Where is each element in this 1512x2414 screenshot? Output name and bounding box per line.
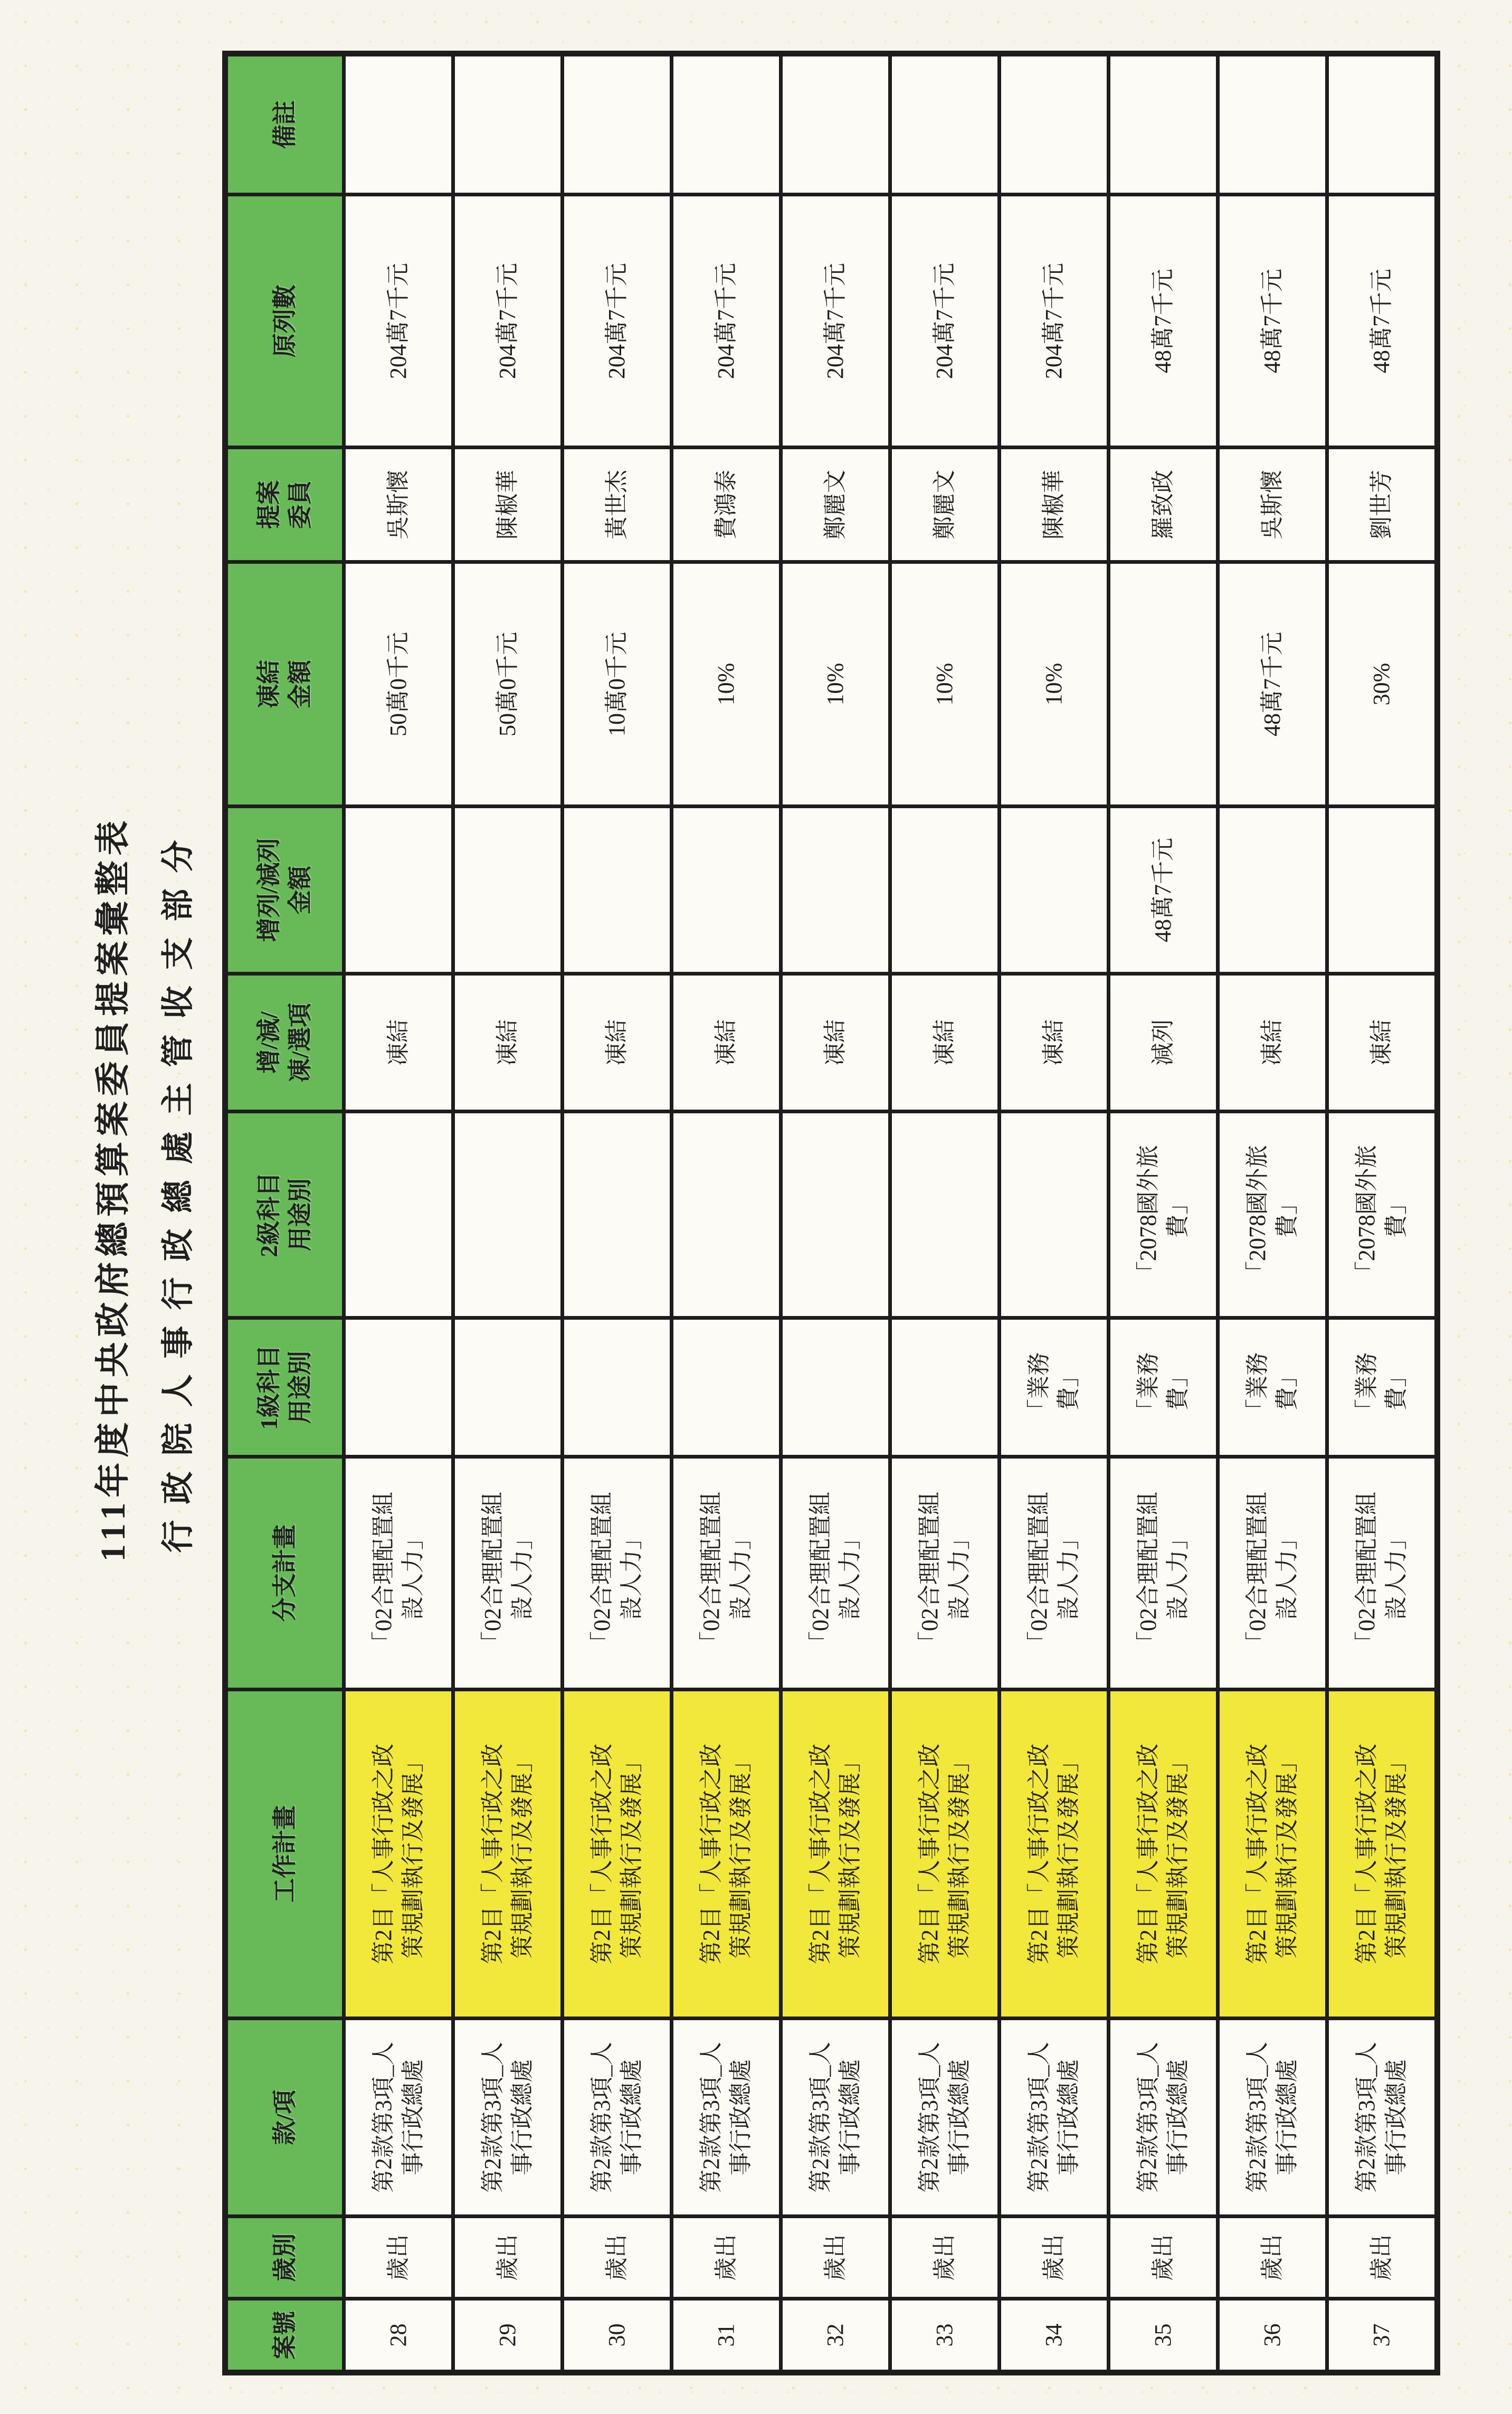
cell-case28-branch-plan: 「02合理配置組 設人力」	[346, 1459, 451, 1688]
cell-case36-original-amount: 48萬7千元	[1220, 196, 1325, 446]
cell-case31-work-plan: 第2目「人事行政之政 策規劃執行及發展」	[673, 1691, 779, 2017]
cell-case37-original-amount: 48萬7千元	[1329, 196, 1434, 446]
cell-case35-proposer: 羅致政	[1110, 449, 1216, 560]
cell-case37-budget-type: 歲出	[1329, 2218, 1434, 2297]
cell-case30-level2-subject	[564, 1113, 670, 1316]
cell-case36-level1-subject: 「業務 費」	[1220, 1320, 1325, 1455]
cell-case31-original-amount: 204萬7千元	[673, 196, 779, 446]
cell-case29-branch-plan: 「02合理配置組 設人力」	[455, 1459, 560, 1688]
cell-case35-add-cut-amount: 48萬7千元	[1110, 808, 1216, 972]
budget-table	[222, 51, 1440, 2375]
cell-case36-level2-subject: 「2078國外旅 費」	[1220, 1113, 1325, 1316]
cell-case34-original-amount: 204萬7千元	[1001, 196, 1107, 446]
cell-case32-level1-subject	[783, 1320, 888, 1455]
cell-case28-original-amount: 204萬7千元	[346, 196, 451, 446]
cell-case30-case-number: 30	[564, 2301, 670, 2370]
cell-case31-section-item: 第2款第3項_人 事行政總處	[673, 2020, 779, 2214]
cell-case31-branch-plan: 「02合理配置組 設人力」	[673, 1459, 779, 1688]
cell-case31-budget-type: 歲出	[673, 2218, 779, 2297]
cell-case33-remarks	[892, 56, 997, 193]
cell-case29-budget-type: 歲出	[455, 2218, 560, 2297]
cell-case28-remarks	[346, 56, 451, 193]
cell-case34-add-cut-amount	[1001, 808, 1107, 972]
cell-case33-add-cut-amount	[892, 808, 997, 972]
cell-case33-adjustment-option: 凍結	[892, 976, 997, 1110]
cell-case37-remarks	[1329, 56, 1434, 193]
cell-case33-budget-type: 歲出	[892, 2218, 997, 2297]
cell-case34-proposer: 陳椒華	[1001, 449, 1107, 560]
cell-case30-add-cut-amount	[564, 808, 670, 972]
cell-case34-freeze-amount: 10%	[1001, 564, 1107, 804]
cell-case29-case-number: 29	[455, 2301, 560, 2370]
cell-case37-section-item: 第2款第3項_人 事行政總處	[1329, 2020, 1434, 2214]
cell-case32-level2-subject	[783, 1113, 888, 1316]
cell-case28-adjustment-option: 凍結	[346, 976, 451, 1110]
cell-case32-proposer: 鄭麗文	[783, 449, 888, 560]
cell-case36-branch-plan: 「02合理配置組 設人力」	[1220, 1459, 1325, 1688]
column-header-level2-subject: 2級科目 用途別	[228, 1113, 342, 1316]
column-header-budget-type: 歲別	[228, 2218, 342, 2297]
cell-case35-freeze-amount	[1110, 564, 1216, 804]
column-header-proposer: 提案 委員	[228, 449, 342, 560]
cell-case29-level1-subject	[455, 1320, 560, 1455]
cell-case29-add-cut-amount	[455, 808, 560, 972]
cell-case28-level2-subject	[346, 1113, 451, 1316]
cell-case29-remarks	[455, 56, 560, 193]
column-header-branch-plan: 分支計畫	[228, 1459, 342, 1688]
document-title: 111年度中央政府總預算案委員提案彙整表	[94, 815, 132, 1562]
cell-case30-work-plan: 第2目「人事行政之政 策規劃執行及發展」	[564, 1691, 670, 2017]
cell-case37-work-plan: 第2目「人事行政之政 策規劃執行及發展」	[1329, 1691, 1434, 2017]
cell-case36-adjustment-option: 凍結	[1220, 976, 1325, 1110]
cell-case28-work-plan: 第2目「人事行政之政 策規劃執行及發展」	[346, 1691, 451, 2017]
cell-case30-section-item: 第2款第3項_人 事行政總處	[564, 2020, 670, 2214]
cell-case32-branch-plan: 「02合理配置組 設人力」	[783, 1459, 888, 1688]
cell-case29-freeze-amount: 50萬0千元	[455, 564, 560, 804]
cell-case30-remarks	[564, 56, 670, 193]
document-title-block	[84, 0, 198, 2377]
cell-case28-budget-type: 歲出	[346, 2218, 451, 2297]
cell-case34-level1-subject: 「業務 費」	[1001, 1320, 1107, 1455]
cell-case37-adjustment-option: 凍結	[1329, 976, 1434, 1110]
cell-case35-section-item: 第2款第3項_人 事行政總處	[1110, 2020, 1216, 2214]
cell-case36-case-number: 36	[1220, 2301, 1325, 2370]
cell-case33-case-number: 33	[892, 2301, 997, 2370]
cell-case28-proposer: 吳斯懷	[346, 449, 451, 560]
cell-case28-level1-subject	[346, 1320, 451, 1455]
cell-case35-case-number: 35	[1110, 2301, 1216, 2370]
cell-case31-level2-subject	[673, 1113, 779, 1316]
cell-case31-level1-subject	[673, 1320, 779, 1455]
cell-case28-case-number: 28	[346, 2301, 451, 2370]
cell-case33-proposer: 鄭麗文	[892, 449, 997, 560]
column-header-level1-subject: 1級科目 用途別	[228, 1320, 342, 1455]
cell-case29-proposer: 陳椒華	[455, 449, 560, 560]
cell-case30-level1-subject	[564, 1320, 670, 1455]
cell-case28-section-item: 第2款第3項_人 事行政總處	[346, 2020, 451, 2214]
column-header-adjustment-option: 增/減/ 凍/選項	[228, 976, 342, 1110]
document-subtitle: 行政院人事行政總處主管收支部分	[160, 824, 196, 1553]
cell-case30-branch-plan: 「02合理配置組 設人力」	[564, 1459, 670, 1688]
cell-case29-level2-subject	[455, 1113, 560, 1316]
cell-case32-case-number: 32	[783, 2301, 888, 2370]
column-header-work-plan: 工作計畫	[228, 1691, 342, 2017]
cell-case34-work-plan: 第2目「人事行政之政 策規劃執行及發展」	[1001, 1691, 1107, 2017]
cell-case32-budget-type: 歲出	[783, 2218, 888, 2297]
cell-case37-level1-subject: 「業務 費」	[1329, 1320, 1434, 1455]
column-header-remarks: 備註	[228, 56, 342, 193]
cell-case31-freeze-amount: 10%	[673, 564, 779, 804]
cell-case31-add-cut-amount	[673, 808, 779, 972]
cell-case37-case-number: 37	[1329, 2301, 1434, 2370]
cell-case34-budget-type: 歲出	[1001, 2218, 1107, 2297]
column-header-original-amount: 原列數	[228, 196, 342, 446]
cell-case35-adjustment-option: 減列	[1110, 976, 1216, 1110]
cell-case30-proposer: 黃世杰	[564, 449, 670, 560]
cell-case32-section-item: 第2款第3項_人 事行政總處	[783, 2020, 888, 2214]
cell-case34-branch-plan: 「02合理配置組 設人力」	[1001, 1459, 1107, 1688]
cell-case37-freeze-amount: 30%	[1329, 564, 1434, 804]
cell-case32-add-cut-amount	[783, 808, 888, 972]
cell-case37-add-cut-amount	[1329, 808, 1434, 972]
column-header-case-number: 案號	[228, 2301, 342, 2370]
cell-case33-work-plan: 第2目「人事行政之政 策規劃執行及發展」	[892, 1691, 997, 2017]
cell-case32-adjustment-option: 凍結	[783, 976, 888, 1110]
cell-case36-budget-type: 歲出	[1220, 2218, 1325, 2297]
cell-case30-original-amount: 204萬7千元	[564, 196, 670, 446]
cell-case33-level2-subject	[892, 1113, 997, 1316]
cell-case36-add-cut-amount	[1220, 808, 1325, 972]
cell-case35-remarks	[1110, 56, 1216, 193]
cell-case30-freeze-amount: 10萬0千元	[564, 564, 670, 804]
cell-case30-budget-type: 歲出	[564, 2218, 670, 2297]
cell-case35-level2-subject: 「2078國外旅 費」	[1110, 1113, 1216, 1316]
cell-case29-work-plan: 第2目「人事行政之政 策規劃執行及發展」	[455, 1691, 560, 2017]
cell-case34-adjustment-option: 凍結	[1001, 976, 1107, 1110]
column-header-freeze-amount: 凍結 金額	[228, 564, 342, 804]
cell-case31-proposer: 費鴻泰	[673, 449, 779, 560]
cell-case31-case-number: 31	[673, 2301, 779, 2370]
column-header-section-item: 款/項	[228, 2020, 342, 2214]
cell-case33-level1-subject	[892, 1320, 997, 1455]
cell-case35-level1-subject: 「業務 費」	[1110, 1320, 1216, 1455]
cell-case33-branch-plan: 「02合理配置組 設人力」	[892, 1459, 997, 1688]
cell-case34-case-number: 34	[1001, 2301, 1107, 2370]
cell-case37-level2-subject: 「2078國外旅 費」	[1329, 1113, 1434, 1316]
cell-case36-work-plan: 第2目「人事行政之政 策規劃執行及發展」	[1220, 1691, 1325, 2017]
cell-case36-remarks	[1220, 56, 1325, 193]
cell-case36-proposer: 吳斯懷	[1220, 449, 1325, 560]
cell-case35-work-plan: 第2目「人事行政之政 策規劃執行及發展」	[1110, 1691, 1216, 2017]
cell-case31-adjustment-option: 凍結	[673, 976, 779, 1110]
cell-case30-adjustment-option: 凍結	[564, 976, 670, 1110]
cell-case36-section-item: 第2款第3項_人 事行政總處	[1220, 2020, 1325, 2214]
cell-case34-section-item: 第2款第3項_人 事行政總處	[1001, 2020, 1107, 2214]
cell-case32-remarks	[783, 56, 888, 193]
cell-case35-original-amount: 48萬7千元	[1110, 196, 1216, 446]
cell-case28-add-cut-amount	[346, 808, 451, 972]
cell-case35-budget-type: 歲出	[1110, 2218, 1216, 2297]
cell-case36-freeze-amount: 48萬7千元	[1220, 564, 1325, 804]
cell-case32-freeze-amount: 10%	[783, 564, 888, 804]
cell-case37-proposer: 劉世芳	[1329, 449, 1434, 560]
cell-case33-original-amount: 204萬7千元	[892, 196, 997, 446]
cell-case35-branch-plan: 「02合理配置組 設人力」	[1110, 1459, 1216, 1688]
column-header-add-cut-amount: 增列/減列 金額	[228, 808, 342, 972]
cell-case33-section-item: 第2款第3項_人 事行政總處	[892, 2020, 997, 2214]
cell-case32-original-amount: 204萬7千元	[783, 196, 888, 446]
cell-case28-freeze-amount: 50萬0千元	[346, 564, 451, 804]
cell-case29-original-amount: 204萬7千元	[455, 196, 560, 446]
cell-case34-remarks	[1001, 56, 1107, 193]
cell-case33-freeze-amount: 10%	[892, 564, 997, 804]
cell-case29-section-item: 第2款第3項_人 事行政總處	[455, 2020, 560, 2214]
cell-case37-branch-plan: 「02合理配置組 設人力」	[1329, 1459, 1434, 1688]
cell-case32-work-plan: 第2目「人事行政之政 策規劃執行及發展」	[783, 1691, 888, 2017]
cell-case29-adjustment-option: 凍結	[455, 976, 560, 1110]
cell-case34-level2-subject	[1001, 1113, 1107, 1316]
cell-case31-remarks	[673, 56, 779, 193]
